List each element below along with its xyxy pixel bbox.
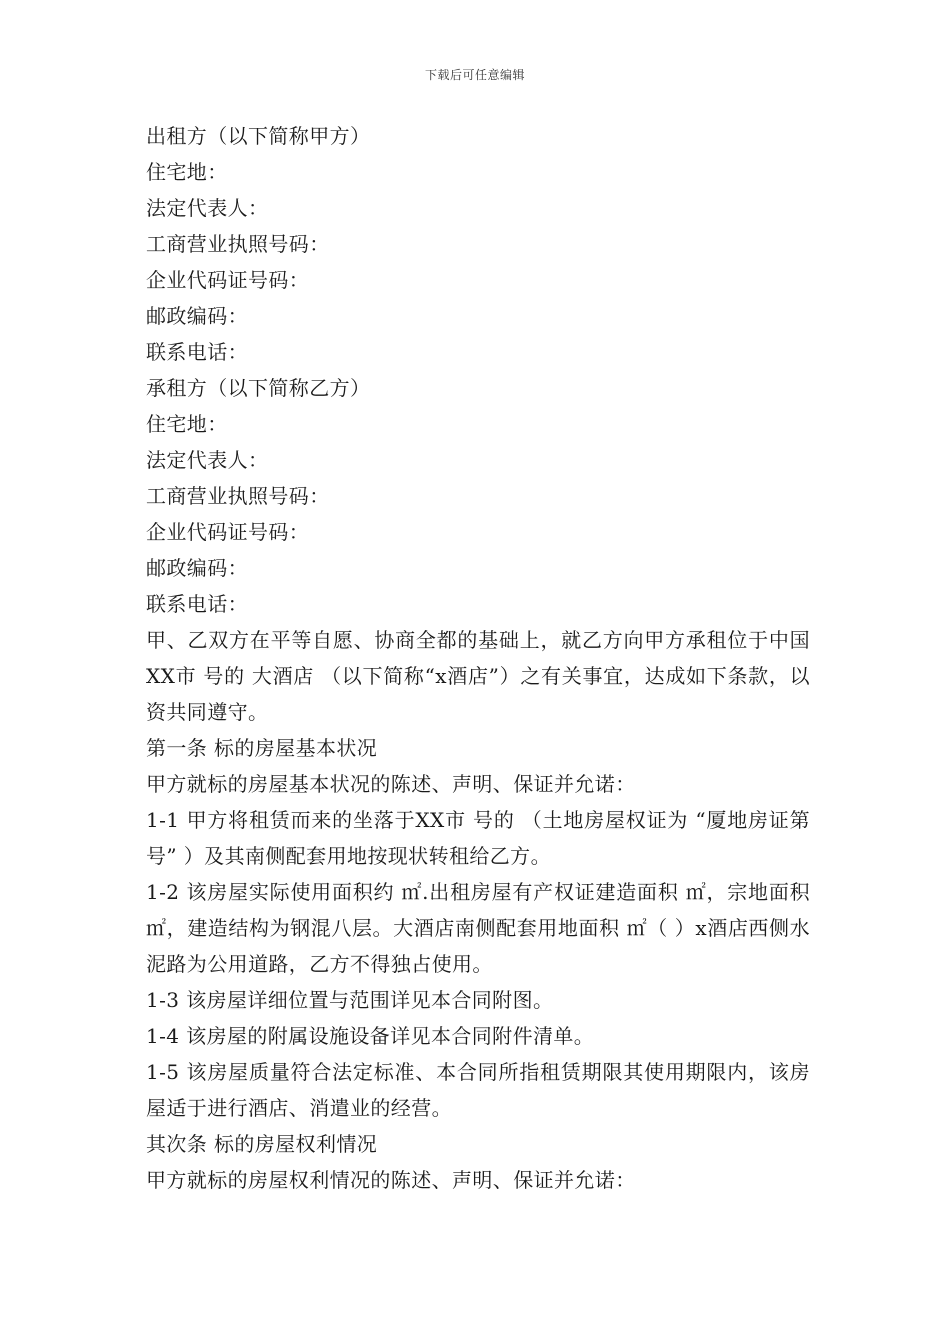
article2-intro: 甲方就标的房屋权利情况的陈述、声明、保证并允诺： (146, 1168, 636, 1192)
lessee-address: 住宅地： (146, 412, 228, 436)
lessor-business-license: 工商营业执照号码： (146, 232, 330, 256)
lessee-org-code: 企业代码证号码： (146, 520, 310, 544)
document-body (146, 118, 810, 1198)
lessee-business-license: 工商营业执照号码： (146, 484, 330, 508)
lessor-address: 住宅地： (146, 160, 228, 184)
clause-1-2: 1-2 该房屋实际使用面积约 ㎡.出租房屋有产权证建造面积 ㎡，宗地面积 ㎡，建造结构为钢混八层。大酒店南侧配套用地面积 ㎡（ ）x酒店西侧水泥路为公用道路，乙方不得独占使用。 (146, 880, 810, 976)
lessee-postal-code: 邮政编码： (146, 556, 248, 580)
clause-1-5: 1-5 该房屋质量符合法定标准、本合同所指租赁期限其使用期限内，该房屋适于进行酒店、消遣业的经营。 (146, 1060, 810, 1120)
lessor-org-code: 企业代码证号码： (146, 268, 310, 292)
clause-1-1: 1-1 甲方将租赁而来的坐落于XX市 号的 （土地房屋权证为 “厦地房证第 号” ）及其南侧配套用地按现状转租给乙方。 (146, 808, 810, 868)
lessee-legal-rep: 法定代表人： (146, 448, 269, 472)
article1-title: 第一条 标的房屋基本状况 (146, 736, 378, 760)
lessor-title: 出租方（以下简称甲方） (146, 124, 371, 148)
preamble-paragraph: 甲、乙双方在平等自愿、协商全都的基础上，就乙方向甲方承租位于中国XX市 号的 大酒店 （以下简称“x酒店”）之有关事宜，达成如下条款，以资共同遵守。 (146, 628, 810, 724)
article2-title: 其次条 标的房屋权利情况 (146, 1132, 378, 1156)
page-header: 下载后可任意编辑 (424, 68, 525, 82)
lessor-legal-rep: 法定代表人： (146, 196, 269, 220)
clause-1-4: 1-4 该房屋的附属设施设备详见本合同附件清单。 (146, 1024, 595, 1048)
lessor-phone: 联系电话： (146, 340, 248, 364)
lessee-title: 承租方（以下简称乙方） (146, 376, 371, 400)
article1-intro: 甲方就标的房屋基本状况的陈述、声明、保证并允诺： (146, 772, 636, 796)
clause-1-3: 1-3 该房屋详细位置与范围详见本合同附图。 (146, 988, 554, 1012)
lessee-phone: 联系电话： (146, 592, 248, 616)
lessor-postal-code: 邮政编码： (146, 304, 248, 328)
